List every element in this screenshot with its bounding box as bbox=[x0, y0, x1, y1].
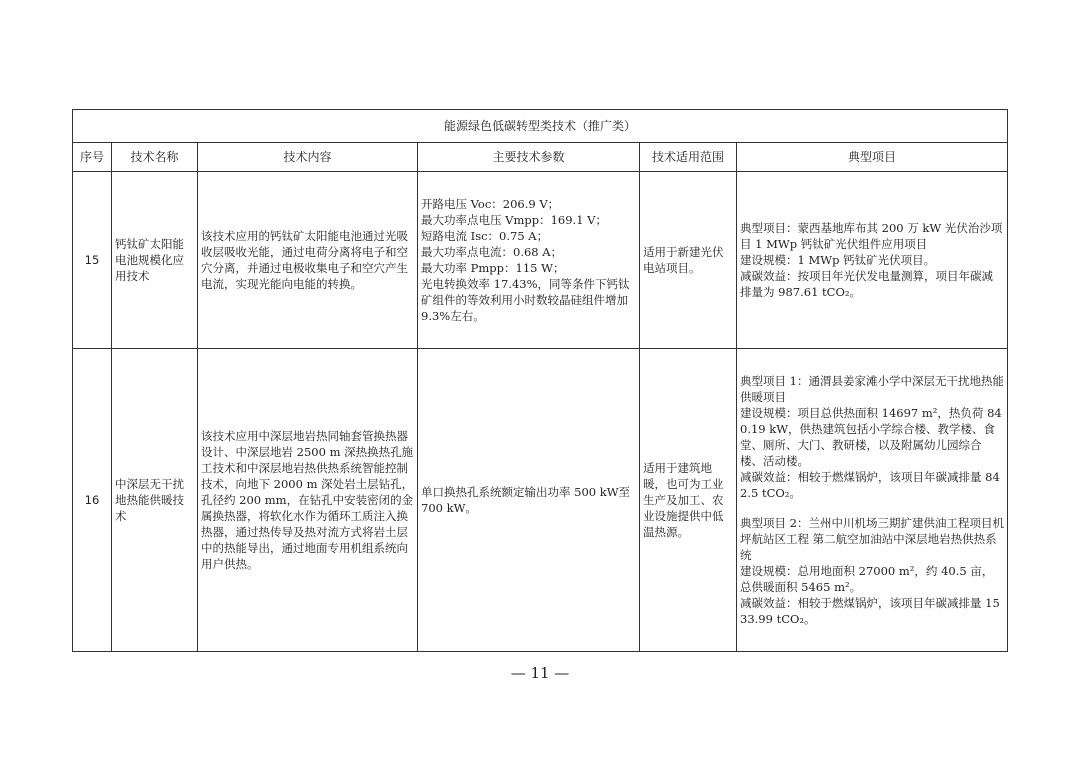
project-line: 建设规模：总用地面积 27000 m²，约 40.5 亩，总供暖面积 5465 m²。 bbox=[740, 564, 994, 594]
typical-projects bbox=[737, 172, 1008, 349]
tech-content: 该技术应用中深层地岩热同轴套管换热器设计、中深层地岩 2500 m 深热换热孔施工技术和中深层地岩热供热系统智能控制技术，向地下 2000 m 深处岩土层钻孔，孔径约 200 mm，在钻孔中安装密闭的金属换热器，将软化水作为循环工质注入换热器，通过热传导及热对流方式将岩土层中的热能导出，通过地面专用机组系统向用户供热。 bbox=[198, 349, 418, 652]
table-title-row bbox=[73, 110, 1008, 143]
project-line: 减碳效益：相较于燃煤锅炉，该项目年碳减排量 1533.99 tCO₂。 bbox=[740, 596, 1000, 626]
header-content: 技术内容 bbox=[198, 143, 418, 172]
tech-content: 该技术应用的钙钛矿太阳能电池通过光吸收层吸收光能，通过电荷分离将电子和空穴分离，并通过电极收集电子和空穴产生电流，实现光能向电能的转换。 bbox=[198, 172, 418, 349]
param-line: 最大功率点电流：0.68 A； bbox=[421, 245, 563, 259]
param-line: 最大功率点电压 Vmpp：169.1 V； bbox=[421, 213, 607, 227]
page-number: — 11 — bbox=[510, 664, 570, 682]
project-line: 典型项目 1：通渭县姜家滩小学中深层无干扰地热能供暖项目 bbox=[740, 374, 1004, 404]
table-row bbox=[73, 349, 1008, 652]
param-line: 开路电压 Voc：206.9 V； bbox=[421, 197, 560, 211]
table-title: 能源绿色低碳转型类技术（推广类） bbox=[73, 110, 1008, 143]
tech-params bbox=[418, 349, 640, 652]
technology-table bbox=[72, 109, 1008, 652]
header-no: 序号 bbox=[73, 143, 112, 172]
header-scope: 技术适用范围 bbox=[640, 143, 737, 172]
header-params: 主要技术参数 bbox=[418, 143, 640, 172]
project-line: 建设规模：1 MWp 钙钛矿光伏项目。 bbox=[740, 253, 936, 267]
table-header-row bbox=[73, 143, 1008, 172]
project-line: 减碳效益：按项目年光伏发电量测算，项目年碳减排量为 987.61 tCO₂。 bbox=[740, 269, 993, 299]
param-line: 光电转换效率 17.43%，同等条件下钙钛矿组件的等效利用小时数较晶硅组件增加9.3%左右。 bbox=[421, 277, 630, 323]
header-projects: 典型项目 bbox=[737, 143, 1008, 172]
row-number: 15 bbox=[73, 172, 112, 349]
table-row bbox=[73, 172, 1008, 349]
param-line: 最大功率 Pmpp：115 W； bbox=[421, 261, 565, 275]
tech-params bbox=[418, 172, 640, 349]
typical-projects bbox=[737, 349, 1008, 652]
project-spacer bbox=[740, 501, 1004, 515]
param-line: 短路电流 Isc：0.75 A； bbox=[421, 229, 549, 243]
tech-name: 中深层无干扰地热能供暖技术 bbox=[112, 349, 198, 652]
param-line: 单口换热孔系统额定输出功率 500 kW至 700 kW。 bbox=[421, 485, 631, 515]
project-line: 典型项目 2：兰州中川机场三期扩建供油工程项目机坪航站区工程 第二航空加油站中深层地岩热供热系统 bbox=[740, 516, 1004, 562]
project-line: 建设规模：项目总供热面积 14697 m²，热负荷 840.19 kW，供热建筑包括小学综合楼、教学楼、食堂、厕所、大门、教研楼，以及附属幼儿园综合楼、活动楼。 bbox=[740, 406, 1002, 468]
header-name: 技术名称 bbox=[112, 143, 198, 172]
row-number: 16 bbox=[73, 349, 112, 652]
tech-name: 钙钛矿太阳能电池规模化应用技术 bbox=[112, 172, 198, 349]
project-line: 减碳效益：相较于燃煤锅炉，该项目年碳减排量 842.5 tCO₂。 bbox=[740, 470, 1000, 500]
project-line: 典型项目：蒙西基地库布其 200 万 kW 光伏治沙项目 1 MWp 钙钛矿光伏组件应用项目 bbox=[740, 221, 1003, 251]
tech-scope: 适用于建筑地暖，也可为工业生产及加工、农业设施提供中低温热源。 bbox=[640, 349, 737, 652]
tech-scope: 适用于新建光伏电站项目。 bbox=[640, 172, 737, 349]
